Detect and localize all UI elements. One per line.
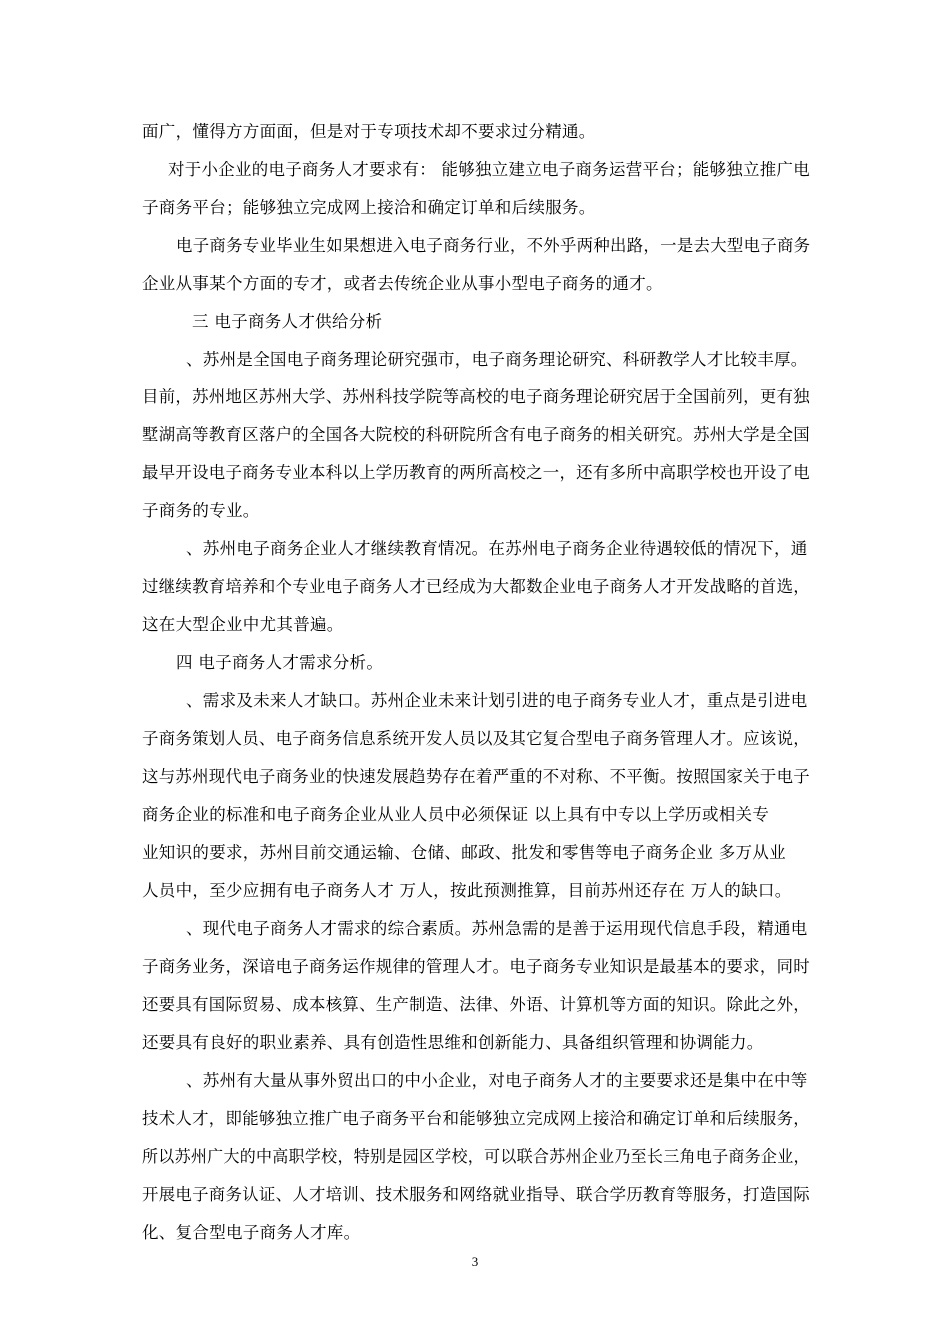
body-text-line: 子商务的专业。 bbox=[142, 501, 260, 520]
body-text-line: 墅湖高等教育区落户的全国各大院校的科研院所含有电子商务的相关研究。苏州大学是全国 bbox=[142, 425, 810, 444]
body-text-line: 、苏州有大量从事外贸出口的中小企业，对电子商务人才的主要要求还是集中在中等 bbox=[186, 1071, 808, 1090]
body-text-line: 开展电子商务认证、人才培训、技术服务和网络就业指导、联合学历教育等服务，打造国际 bbox=[142, 1185, 810, 1204]
body-text-line: 还要具有良好的职业素养、具有创造性思维和创新能力、具备组织管理和协调能力。 bbox=[142, 1033, 764, 1052]
body-text-line: 企业从事某个方面的专才，或者去传统企业从事小型电子商务的通才。 bbox=[142, 274, 663, 293]
page-number: 3 bbox=[471, 1254, 479, 1269]
body-text-line: 过继续教育培养和个专业电子商务人才已经成为大都数企业电子商务人才开发战略的首选， bbox=[142, 577, 810, 596]
body-text-line: 、需求及未来人才缺口。苏州企业未来计划引进的电子商务专业人才，重点是引进电 bbox=[186, 691, 808, 710]
body-text-line: 所以苏州广大的中高职学校，特别是园区学校，可以联合苏州企业乃至长三角电子商务企业， bbox=[142, 1147, 810, 1166]
body-text-line: 技术人才，即能够独立推广电子商务平台和能够独立完成网上接洽和确定订单和后续服务， bbox=[142, 1109, 810, 1128]
body-text-line: 这与苏州现代电子商务业的快速发展趋势存在着严重的不对称、不平衡。按照国家关于电子 bbox=[142, 767, 810, 786]
body-text-line: 面广，懂得方方面面，但是对于专项技术却不要求过分精通。 bbox=[142, 122, 596, 141]
body-text-line: 化、复合型电子商务人才库。 bbox=[142, 1223, 361, 1242]
body-text-line: 商务企业的标准和电子商务企业从业人员中必须保证 以上具有中专以上学历或相关专 bbox=[142, 805, 770, 824]
body-text-line: 这在大型企业中尤其普遍。 bbox=[142, 615, 344, 634]
body-text-line: 人员中，至少应拥有电子商务人才 万人，按此预测推算，目前苏州还存在 万人的缺口。 bbox=[142, 881, 792, 900]
body-text-line: 子商务平台；能够独立完成网上接洽和确定订单和后续服务。 bbox=[142, 198, 596, 217]
body-text-line: 、现代电子商务人才需求的综合素质。苏州急需的是善于运用现代信息手段，精通电 bbox=[186, 919, 808, 938]
body-text-line: 、苏州是全国电子商务理论研究强市，电子商务理论研究、科研教学人才比较丰厚。 bbox=[186, 350, 808, 369]
body-text-line: 对于小企业的电子商务人才要求有： 能够独立建立电子商务运营平台；能够独立推广电 bbox=[168, 160, 810, 179]
body-text-line: 子商务策划人员、电子商务信息系统开发人员以及其它复合型电子商务管理人才。应该说， bbox=[142, 729, 810, 748]
body-text-line: 还要具有国际贸易、成本核算、生产制造、法律、外语、计算机等方面的知识。除此之外， bbox=[142, 995, 810, 1014]
body-text-line: 目前，苏州地区苏州大学、苏州科技学院等高校的电子商务理论研究居于全国前列，更有独 bbox=[142, 387, 810, 406]
body-text-line: 电子商务专业毕业生如果想进入电子商务行业，不外乎两种出路，一是去大型电子商务 bbox=[176, 236, 811, 255]
section-heading: 四 电子商务人才需求分析。 bbox=[176, 653, 384, 672]
body-text-line: 子商务业务，深谙电子商务运作规律的管理人才。电子商务专业知识是最基本的要求，同时 bbox=[142, 957, 810, 976]
body-text-line: 业知识的要求，苏州目前交通运输、仓储、邮政、批发和零售等电子商务企业 多万从业 bbox=[142, 843, 786, 862]
body-text-line: 、苏州电子商务企业人才继续教育情况。在苏州电子商务企业待遇较低的情况下，通 bbox=[186, 539, 808, 558]
section-heading: 三 电子商务人才供给分析 bbox=[192, 312, 383, 331]
body-text-line: 最早开设电子商务专业本科以上学历教育的两所高校之一，还有多所中高职学校也开设了电 bbox=[142, 463, 810, 482]
